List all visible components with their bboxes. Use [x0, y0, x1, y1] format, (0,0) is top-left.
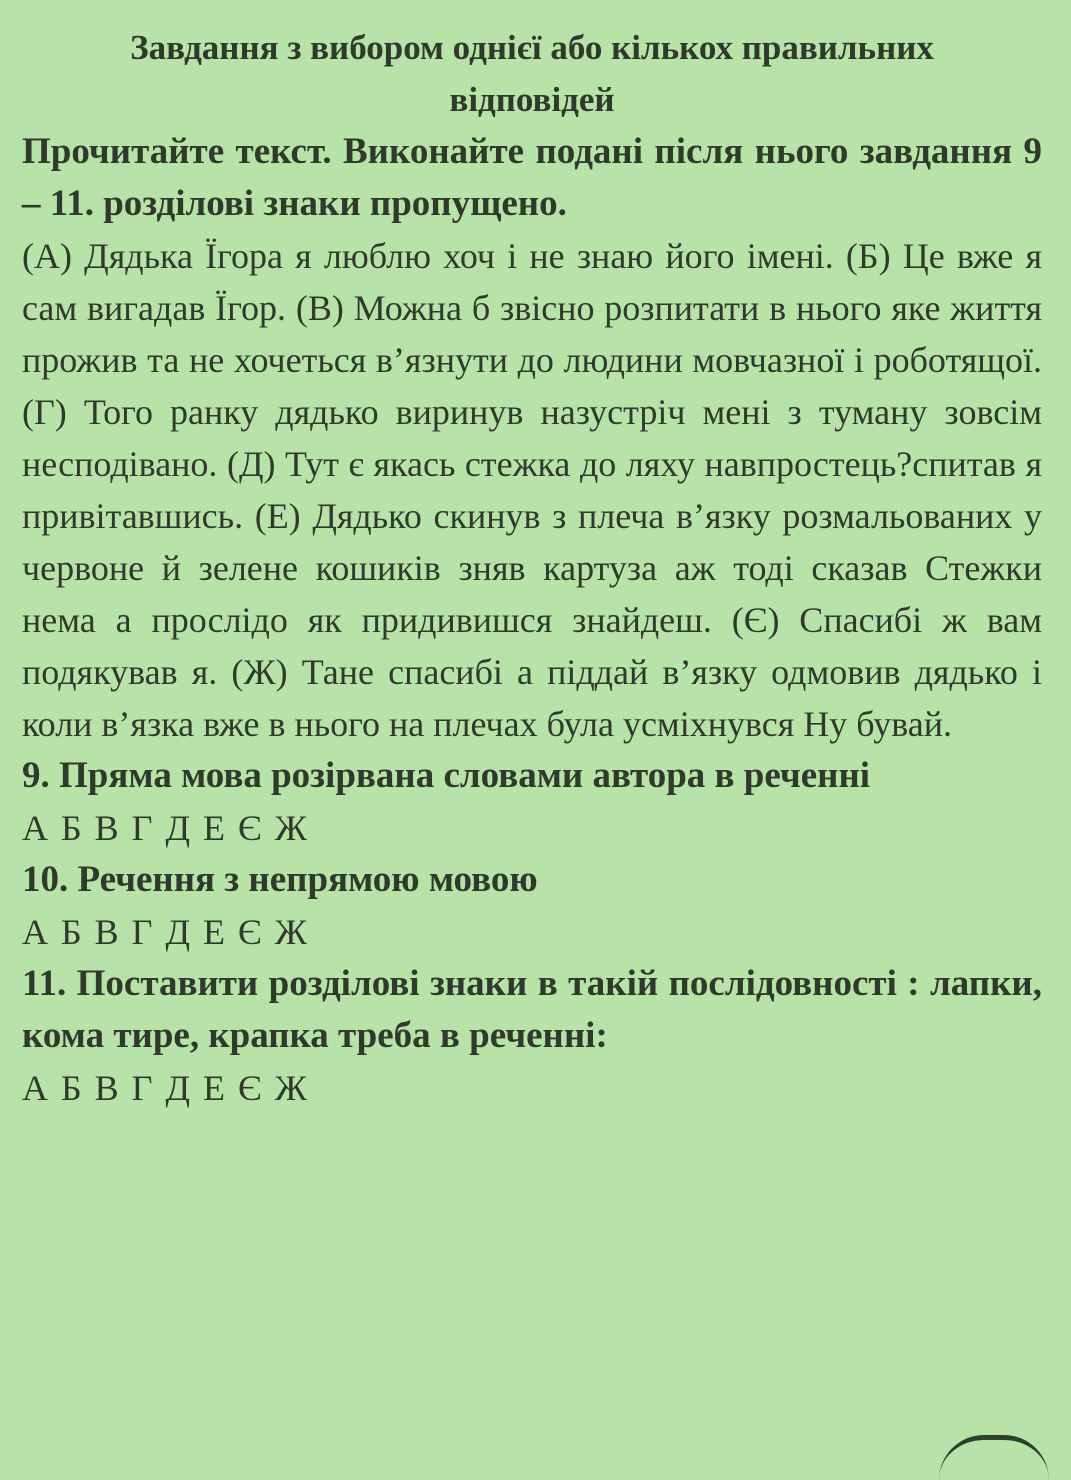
question-10-options[interactable]: А Б В Г Д Е Є Ж	[22, 912, 310, 952]
question-11-options[interactable]: А Б В Г Д Е Є Ж	[22, 1068, 310, 1108]
reading-passage: (А) Дядька Їгора я люблю хоч і не знаю його імені. (Б) Це вже я сам вигадав Їгор. (В) Можна б звісно розпитати в нього яке життя прожив та не хочеться в’язнути до людини мовчазної і роботящої. (Г) Того ранку дядько виринув назустріч мені з туману зовсім несподівано. (Д) Тут є якась стежка до ляху навпростець?спитав я привітавшись. (Е) Дядько скинув з плеча в’язку розмальованих у червоне й зелене кошиків зняв картуза аж тоді сказав Стежки нема а прослідо як придивишся знайдеш. (Є) Спасибі ж вам подякував я. (Ж) Тане спасибі а піддай в’язку одмовив дядько і коли в’язка вже в нього на плечах була усміхнувся Ну бувай.	[22, 236, 1042, 744]
question-11-text: 11. Поставити розділові знаки в такій послідовності : лапки, кома тире, крапка треба в реченні:	[22, 963, 1042, 1056]
task-document	[22, 22, 1042, 1114]
page-title: Завдання з вибором однієї або кількох правильних відповідей	[130, 28, 934, 119]
question-9-options[interactable]: А Б В Г Д Е Є Ж	[22, 808, 310, 848]
corner-arc-decoration	[939, 1435, 1049, 1480]
question-9-text: 9. Пряма мова розірвана словами автора в реченні	[22, 755, 871, 796]
question-10-text: 10. Речення з непрямою мовою	[22, 859, 538, 900]
instruction-text: Прочитайте текст. Виконайте подані після нього завдання 9 – 11. розділові знаки пропущено.	[22, 131, 1042, 224]
